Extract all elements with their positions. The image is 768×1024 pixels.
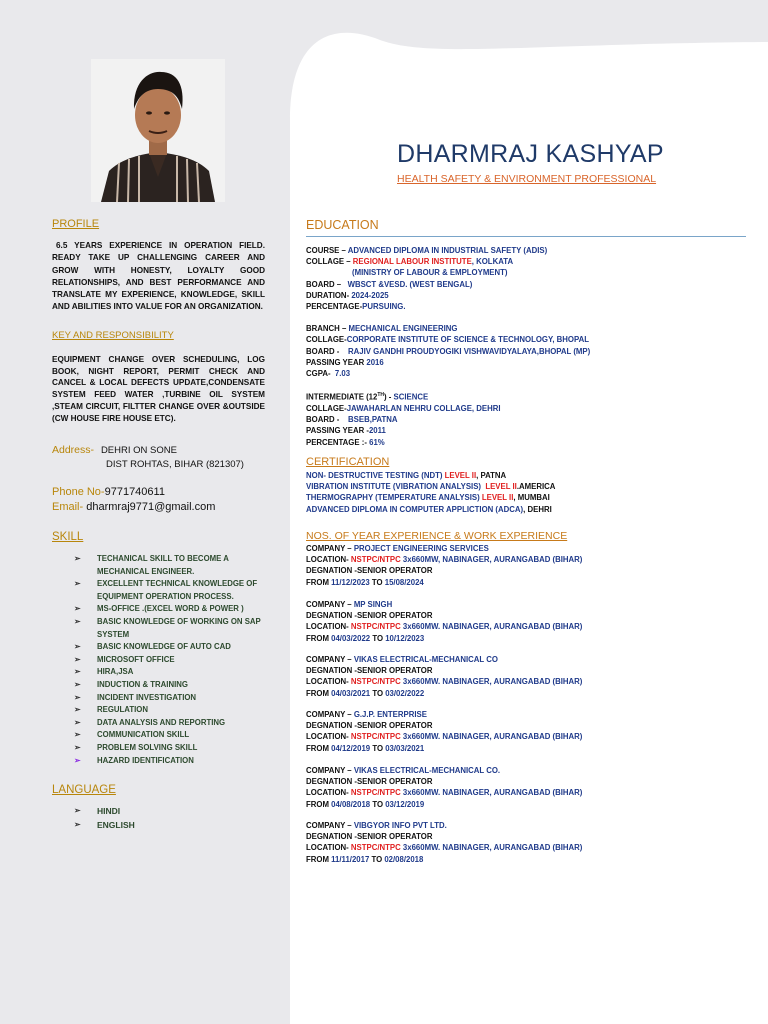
list-item: ➢ HINDI bbox=[74, 806, 121, 816]
candidate-subtitle: HEALTH SAFETY & ENVIRONMENT PROFESSIONAL bbox=[397, 173, 657, 185]
email-value[interactable]: dharmraj9771@gmail.com bbox=[86, 501, 216, 513]
address-value1: DEHRI ON SONE bbox=[100, 445, 177, 456]
candidate-name: DHARMRAJ KASHYAP bbox=[397, 140, 664, 168]
education-heading: EDUCATION bbox=[306, 218, 379, 232]
list-item: ➢ HIRA,JSA bbox=[74, 666, 274, 679]
list-item: ➢ COMMUNICATION SKILL bbox=[74, 729, 274, 742]
arrow-bullet-icon: ➢ bbox=[74, 806, 81, 815]
phone-value: 9771740611 bbox=[104, 486, 165, 498]
arrow-bullet-icon: ➢ bbox=[74, 604, 81, 614]
education-block: COURSE – ADVANCED DIPLOMA IN INDUSTRIAL SAFETY (ADIS) COLLAGE – REGIONAL LABOUR INSTITUTE, KOLKATA (MINISTRY OF LABOUR & EMPLOYMENT) BOARD – WBSCT &VESD. (WEST BENGAL) DURATION- 2024-2025 PERCENTAGE-PURSUING. BRANCH – MECHANICAL ENGINEERING COLLAGE-CORPORATE INSTITUTE OF SCIENCE & TECHNOLOGY, BHOPAL BOARD - RAJIV GANDHI PROUDYOGIKI VISHWAVIDYALAYA,BHOPAL (MP) PASSING YEAR 2016 CGPA- 7.03 INTERMEDIATE (12TH) - SCIENCE COLLAGE-JAWAHARLAN NEHRU COLLAGE, DEHRI BOARD - BSEB,PATNA PASSING YEAR -2011 PERCENTAGE :- 61% bbox=[306, 246, 591, 447]
address-label: Address- bbox=[52, 444, 95, 456]
job-entry: COMPANY – VIKAS ELECTRICAL-MECHANICAL CO. DEGNATION -SENIOR OPERATOR LOCATION- NSTPC/NTPC 3x660MW. NABINAGER, AURANGABAD (BIHAR) FROM 04/08/2018 TO 03/12/2019 bbox=[306, 766, 583, 809]
list-item: ➢ BASIC KNOWLEDGE OF AUTO CAD bbox=[74, 641, 274, 654]
list-item: ➢ PROBLEM SOLVING SKILL bbox=[74, 742, 274, 755]
arrow-bullet-icon: ➢ bbox=[74, 579, 81, 589]
job-entry: COMPANY – PROJECT ENGINEERING SERVICES LOCATION- NSTPC/NTPC 3x660MW, NABINAGER, AURANGABAD (BIHAR) DEGNATION -SENIOR OPERATOR FROM 11/12/2023 TO 15/08/2024 bbox=[306, 544, 583, 587]
email-row bbox=[52, 501, 215, 513]
arrow-bullet-icon: ➢ bbox=[74, 667, 81, 677]
arrow-bullet-icon: ➢ bbox=[74, 755, 81, 765]
arrow-bullet-icon: ➢ bbox=[74, 717, 81, 727]
arrow-bullet-icon: ➢ bbox=[74, 554, 81, 563]
certification-heading: CERTIFICATION bbox=[306, 456, 390, 468]
arrow-bullet-icon: ➢ bbox=[74, 730, 81, 740]
phone-row bbox=[52, 486, 165, 498]
arrow-bullet-icon: ➢ bbox=[74, 616, 81, 626]
list-item: ➢ INCIDENT INVESTIGATION bbox=[74, 692, 274, 705]
profile-heading: PROFILE bbox=[52, 218, 100, 230]
certification-block bbox=[306, 470, 756, 515]
list-item: ➢ BASIC KNOWLEDGE OF WORKING ON SAP SYSTEM bbox=[74, 616, 261, 639]
list-item: NON- DESTRUCTIVE TESTING (NDT) LEVEL II, PATNA bbox=[306, 471, 507, 480]
arrow-bullet-icon: ➢ bbox=[74, 679, 81, 689]
list-item: ➢ MS-OFFICE .(EXCEL WORD & POWER ) bbox=[74, 603, 274, 616]
address-line2: DIST ROHTAS, BIHAR (821307) bbox=[106, 459, 244, 470]
list-item: ➢ EXCELLENT TECHNICAL KNOWLEDGE OF EQUIPMENT OPERATION PROCESS. bbox=[74, 579, 258, 601]
job-entry: COMPANY – G.J.P. ENTERPRISE DEGNATION -SENIOR OPERATOR LOCATION- NSTPC/NTPC 3x660MW. NABINAGER, AURANGABAD (BIHAR) FROM 04/12/2019 TO 03/03/2021 bbox=[306, 710, 583, 753]
email-label: Email- bbox=[52, 501, 84, 513]
list-item: ADVANCED DIPLOMA IN COMPUTER APPLICTION (ADCA), DEHRI bbox=[306, 504, 552, 514]
arrow-bullet-icon: ➢ bbox=[74, 820, 81, 829]
list-item: ➢ INDUCTION & TRAINING bbox=[74, 679, 274, 692]
language-heading: LANGUAGE bbox=[52, 784, 116, 796]
job-entry: COMPANY – MP SINGH DEGNATION -SENIOR OPERATOR LOCATION- NSTPC/NTPC 3x660MW. NABINAGER, AURANGABAD (BIHAR) FROM 04/03/2022 TO 10/12/2023 bbox=[306, 600, 583, 643]
job-entry: COMPANY – VIBGYOR INFO PVT LTD. DEGNATION -SENIOR OPERATOR LOCATION- NSTPC/NTPC 3x660MW. NABINAGER, AURANGABAD (BIHAR) FROM 11/11/2017 TO 02/08/2018 bbox=[306, 821, 583, 864]
list-item: ➢ MICROSOFT OFFICE bbox=[74, 654, 274, 667]
left-sidebar bbox=[0, 0, 290, 1024]
responsibility-heading: KEY AND RESPONSIBILITY bbox=[52, 330, 174, 341]
list-item: ➢ REGULATION bbox=[74, 704, 274, 717]
experience-heading: NOS. OF YEAR EXPERIENCE & WORK EXPERIENCE bbox=[306, 530, 568, 542]
language-list bbox=[74, 804, 135, 832]
arrow-bullet-icon: ➢ bbox=[74, 742, 81, 752]
arrow-bullet-icon: ➢ bbox=[74, 642, 81, 652]
profile-photo bbox=[91, 59, 225, 202]
list-item: ➢ HAZARD IDENTIFICATION bbox=[74, 755, 274, 768]
profile-text: 6.5 YEARS EXPERIENCE IN OPERATION FIELD. READY TAKE UP CHALLENGING CAREER AND GROW WITH HONESTY, LOYALTY GOOD RELATIONSHIPS, AND BEST PERFORMANCE AND TRANSLATE MY EXPERIENCE, KNOWLEDGE, SKILL AND ABILITIES INTO VALUE FOR AN ORGANIZATION. bbox=[52, 241, 265, 312]
list-item: ➢ DATA ANALYSIS AND REPORTING bbox=[74, 717, 274, 730]
arrow-bullet-icon: ➢ bbox=[74, 705, 81, 715]
list-item: ➢ TECHANICAL SKILL TO BECOME A MECHANICAL ENGINEER. bbox=[74, 554, 229, 576]
list-item: THERMOGRAPHY (TEMPERATURE ANALYSIS) LEVEL II, MUMBAI bbox=[306, 493, 550, 503]
arrow-bullet-icon: ➢ bbox=[74, 654, 81, 664]
address-line1 bbox=[52, 444, 177, 456]
list-item: ➢ ENGLISH bbox=[74, 820, 135, 830]
phone-label: Phone No- bbox=[52, 486, 105, 498]
arrow-bullet-icon: ➢ bbox=[74, 692, 81, 702]
job-entry: COMPANY – VIKAS ELECTRICAL-MECHANICAL CO DEGNATION -SENIOR OPERATOR LOCATION- NSTPC/NTPC 3x660MW. NABINAGER, AURANGABAD (BIHAR) FROM 04/03/2021 TO 03/02/2022 bbox=[306, 655, 583, 698]
list-item: VIBRATION INSTITUTE (VIBRATION ANALYSIS) LEVEL II.AMERICA bbox=[306, 482, 556, 492]
responsibility-text: EQUIPMENT CHANGE OVER SCHEDULING, LOG BOOK, NIGHT REPORT, PERMIT CHECK AND CANCEL & LOCAL DEFECTS UPDATE,CONDENSATE SYSTEM FEED WATER ,TURBINE OIL SYSTEM ,STEAM CIRCUIT, FILTTER CHANGE OVER &OUTSIDE (CW HOUSE FIRE HOUSE ETC). bbox=[52, 355, 265, 423]
education-divider bbox=[306, 236, 746, 237]
skill-heading: SKILL bbox=[52, 531, 84, 543]
skill-list bbox=[74, 553, 274, 767]
